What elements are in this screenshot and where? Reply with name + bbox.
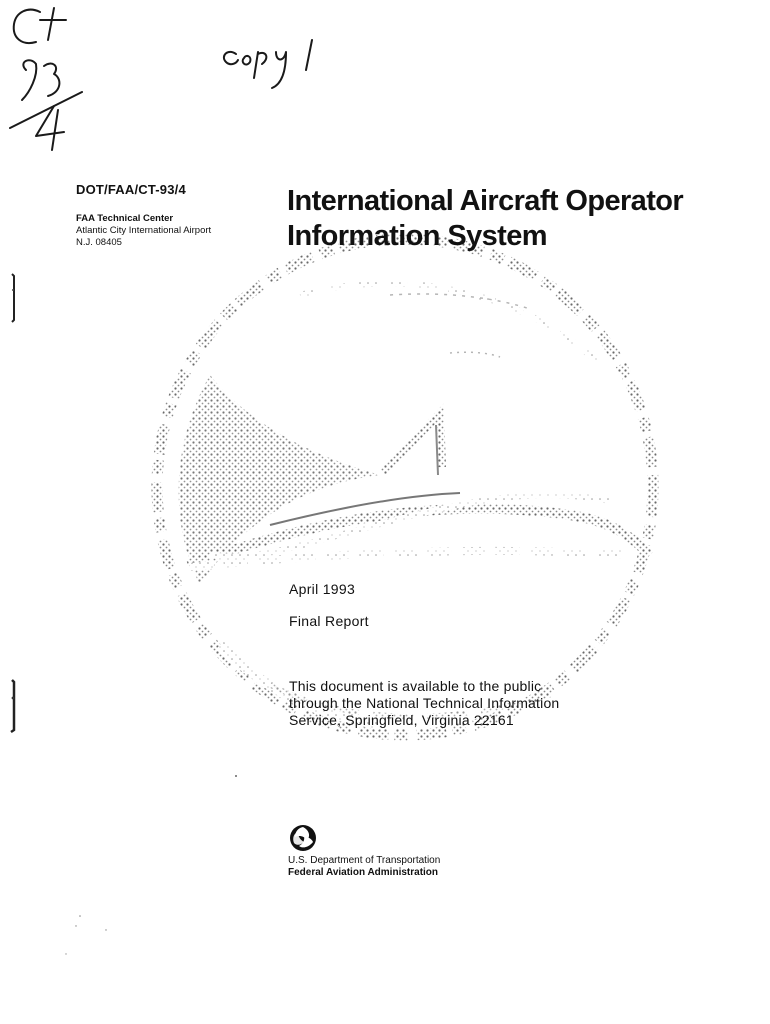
binding-marks [0, 260, 30, 740]
report-date: April 1993 [289, 581, 356, 597]
report-title [287, 184, 747, 254]
availability-line-3: Service, Springfield, Virginia 22161 [289, 712, 514, 728]
handwritten-ct [14, 10, 40, 43]
address-state-zip: N.J. 08405 [76, 237, 122, 248]
agency-department: U.S. Department of Transportation [288, 855, 441, 866]
handwritten-copy-1 [224, 40, 312, 88]
availability-line-1: This document is available to the public [289, 678, 542, 694]
report-number: DOT/FAA/CT-93/4 [76, 182, 186, 197]
handwritten-93 [22, 60, 59, 100]
report-type: Final Report [289, 613, 369, 629]
handwritten-annotations [0, 0, 360, 160]
agency-administration: Federal Aviation Administration [288, 867, 439, 878]
report-title-line-1: International Aircraft Operator [287, 185, 684, 217]
address-airport: Atlantic City International Airport [76, 225, 212, 236]
address-organization: FAA Technical Center [76, 213, 174, 224]
availability-statement [289, 678, 619, 729]
scan-specks [0, 740, 770, 1024]
availability-line-2: through the National Technical Information [289, 695, 560, 711]
faa-emblem-graphic [150, 225, 670, 745]
report-title-line-2: Information System [287, 220, 547, 252]
